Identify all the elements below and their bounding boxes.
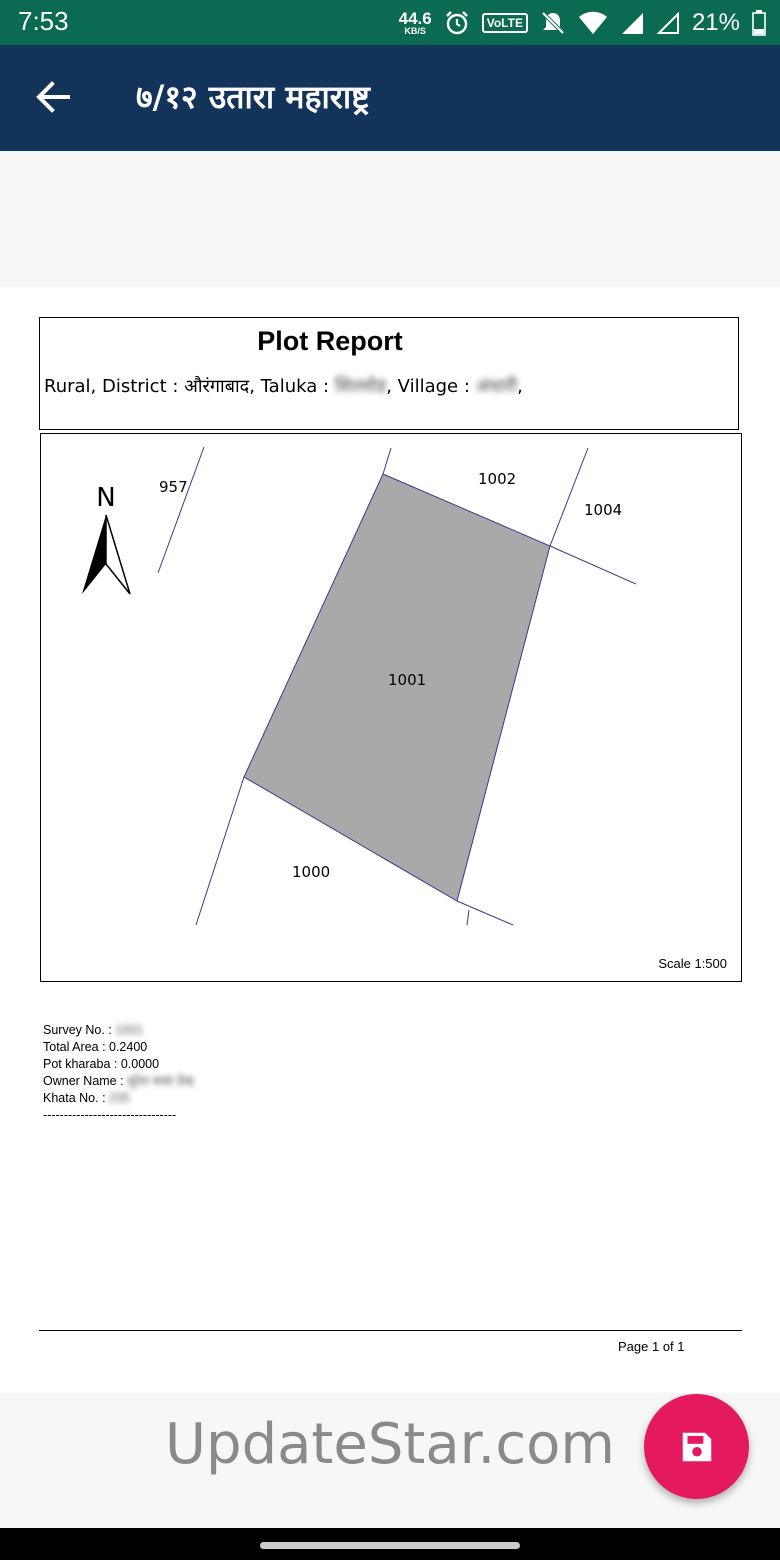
boundary-top	[383, 448, 391, 474]
north-arrow-icon	[82, 515, 130, 594]
map-scale: Scale 1:500	[658, 956, 727, 971]
volte-badge: VoLTE	[482, 13, 528, 33]
system-nav-bar	[0, 1528, 780, 1560]
page-number: Page 1 of 1	[618, 1339, 685, 1354]
owner-value: सुरेश बाबा डेव्ह	[127, 1074, 194, 1088]
app-bar	[0, 45, 780, 151]
boundary-1004-a	[550, 448, 588, 546]
battery-icon	[752, 10, 766, 36]
report-title: Plot Report	[257, 326, 403, 356]
village-suffix: ,	[517, 376, 523, 397]
net-speed	[399, 10, 432, 36]
pdf-page[interactable]	[0, 287, 780, 1393]
khata-label: Khata No. :	[43, 1091, 110, 1105]
footer-divider	[39, 1330, 742, 1331]
boundary-1000-left	[196, 777, 244, 925]
plot-details	[43, 1022, 194, 1124]
boundary-bottom-tick	[467, 910, 469, 925]
net-speed-value: 44.6	[398, 9, 432, 28]
north-label: N	[96, 483, 116, 513]
plot-map-canvas	[41, 434, 741, 981]
pot-kharaba: Pot kharaba : 0.0000	[43, 1057, 160, 1071]
owner-name	[43, 1073, 194, 1090]
status-icons	[399, 6, 766, 40]
plot-label-1002: 1002	[478, 470, 517, 488]
battery-percent: 21%	[691, 9, 740, 36]
khata-no	[43, 1090, 194, 1107]
owner-label: Owner Name :	[43, 1074, 128, 1088]
status-time: 7:53	[18, 6, 69, 36]
boundary-1000-bottom	[457, 901, 513, 925]
signal-full-icon	[620, 11, 644, 35]
viewer-top-margin	[0, 151, 780, 287]
village-redacted: अंधारी	[475, 376, 518, 397]
save-icon	[678, 1428, 716, 1466]
plot-label-1001: 1001	[388, 671, 427, 689]
khata-value: 235	[109, 1091, 130, 1105]
plot-label-1004: 1004	[584, 501, 623, 519]
net-speed-unit: KB/S	[404, 26, 426, 36]
taluka-redacted: सिल्लोड	[334, 376, 387, 397]
alarm-icon	[444, 10, 470, 36]
boundary-1004-b	[550, 546, 636, 584]
survey-no	[43, 1022, 194, 1039]
report-header	[39, 317, 739, 430]
location-line	[44, 374, 523, 398]
wifi-icon	[578, 11, 608, 35]
details-separator: --------------------------------	[43, 1108, 177, 1122]
plot-label-957: 957	[159, 478, 188, 496]
watermark: UpdateStar.com	[165, 1412, 615, 1477]
total-area: Total Area : 0.2400	[43, 1040, 148, 1054]
signal-empty-icon	[656, 11, 680, 35]
save-button[interactable]	[644, 1394, 749, 1499]
plot-label-1000: 1000	[292, 863, 331, 881]
survey-value: 1001	[115, 1023, 144, 1037]
plot-map	[40, 433, 742, 982]
home-gesture-pill[interactable]	[260, 1542, 520, 1549]
mute-icon	[540, 10, 566, 36]
status-bar	[0, 0, 780, 45]
app-title: ७/१२ उतारा महाराष्ट्र	[136, 78, 370, 116]
boundary-957	[158, 447, 204, 573]
village-label: , Village :	[386, 376, 476, 397]
location-prefix: Rural, District : औरंगाबाद, Taluka :	[44, 376, 335, 397]
back-arrow-icon[interactable]	[30, 75, 74, 119]
survey-label: Survey No. :	[43, 1023, 116, 1037]
